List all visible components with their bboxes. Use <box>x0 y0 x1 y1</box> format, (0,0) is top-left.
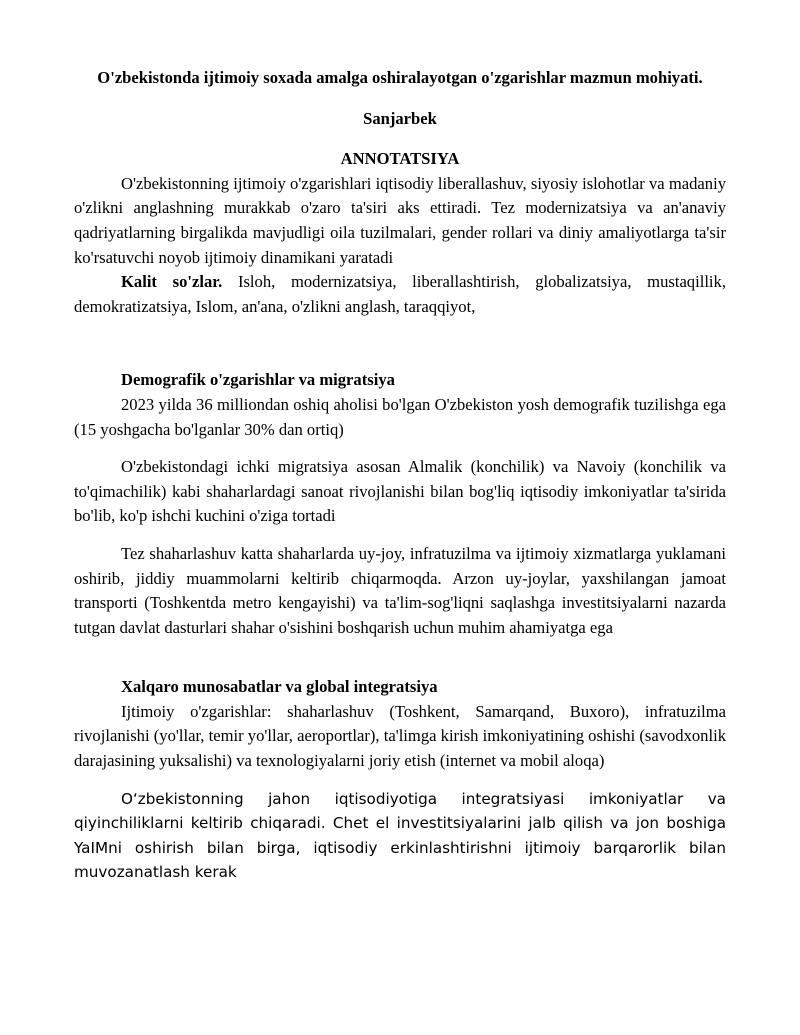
keywords-label: Kalit so'zlar. <box>121 272 223 292</box>
document-page <box>74 66 726 885</box>
keywords-paragraph <box>74 270 726 319</box>
section-heading-demography: Demografik o'zgarishlar va migratsiya <box>121 370 395 390</box>
annotation-heading: ANNOTATSIYA <box>340 149 460 169</box>
annotation-text: O'zbekistonning ijtimoiy o'zgarishlari iqtisodiy liberallashuv, siyosiy islohotlar va madaniy o'zlikni anglashning murakkab o'zaro ta'siri aks ettiradi. Tez modernizatsiya va an'anaviy qadriyatlarning birgalikda mavjudligi oila tuzilmalari, gender rollari va diniy amaliyotlarga ta'sir ko'rsatuvchi noyob ijtimoiy dinamikani yaratadi <box>74 173 726 267</box>
section-paragraph: Tez shaharlashuv katta shaharlarda uy-joy, infratuzilma va ijtimoiy xizmatlarga yuklamani oshirib, jiddiy muammolarni keltirib chiqarmoqda. Arzon uy-joylar, yaxshilangan jamoat transporti (Toshkentda metro kengayishi) va ta'lim-sog'liqni saqlashga investitsiyalarni nazarda tutgan davlat dasturlari shahar o'sishini boshqarish uchun muhim ahamiyatga ega <box>74 543 726 637</box>
section-paragraph: O‘zbekistonning jahon iqtisodiyotiga integratsiyasi imkoniyatlar va qiyinchiliklarni keltirib chiqaradi. Chet el investitsiyalarini jalb qilish va jon boshiga YaIMni oshirish bilan birga, iqtisodiy erkinlashtirishni ijtimoiy barqarorlik bilan muvozanatlash kerak <box>74 789 726 882</box>
section-paragraph: 2023 yilda 36 milliondan oshiq aholisi bo'lgan O'zbekiston yosh demografik tuzilishga ega (15 yoshgacha bo'lganlar 30% dan ortiq) <box>74 394 726 439</box>
section-heading-international: Xalqaro munosabatlar va global integratsiya <box>121 677 438 697</box>
document-title: O'zbekistonda ijtimoiy soxada amalga oshiralayotgan o'zgarishlar mazmun mohiyati. <box>97 68 703 87</box>
keywords-text: Isloh, modernizatsiya, liberallashtirish, globalizatsiya, mustaqillik, demokratizatsiya, Islom, an'ana, o'zlikni anglash, taraqqiyot, <box>74 272 726 316</box>
section-paragraph: Ijtimoiy o'zgarishlar: shaharlashuv (Toshkent, Samarqand, Buxoro), infratuzilma rivojlanishi (yo'llar, temir yo'llar, aeroportlar), ta'limga kirish imkoniyatining oshishi (savodxonlik darajasining yuksalishi) va texnologiyalarni joriy etish (internet va mobil aloqa) <box>74 701 726 771</box>
author-name: Sanjarbek <box>363 108 437 128</box>
section-paragraph: O'zbekistondagi ichki migratsiya asosan Almalik (konchilik) va Navoiy (konchilik va to'qimachilik) kabi shaharlardagi sanoat rivojlanishi bilan bog'liq iqtisodiy imkoniyatlar ta'sirida bo'lib, ko'p ishchi kuchini o'ziga tortadi <box>74 457 726 526</box>
